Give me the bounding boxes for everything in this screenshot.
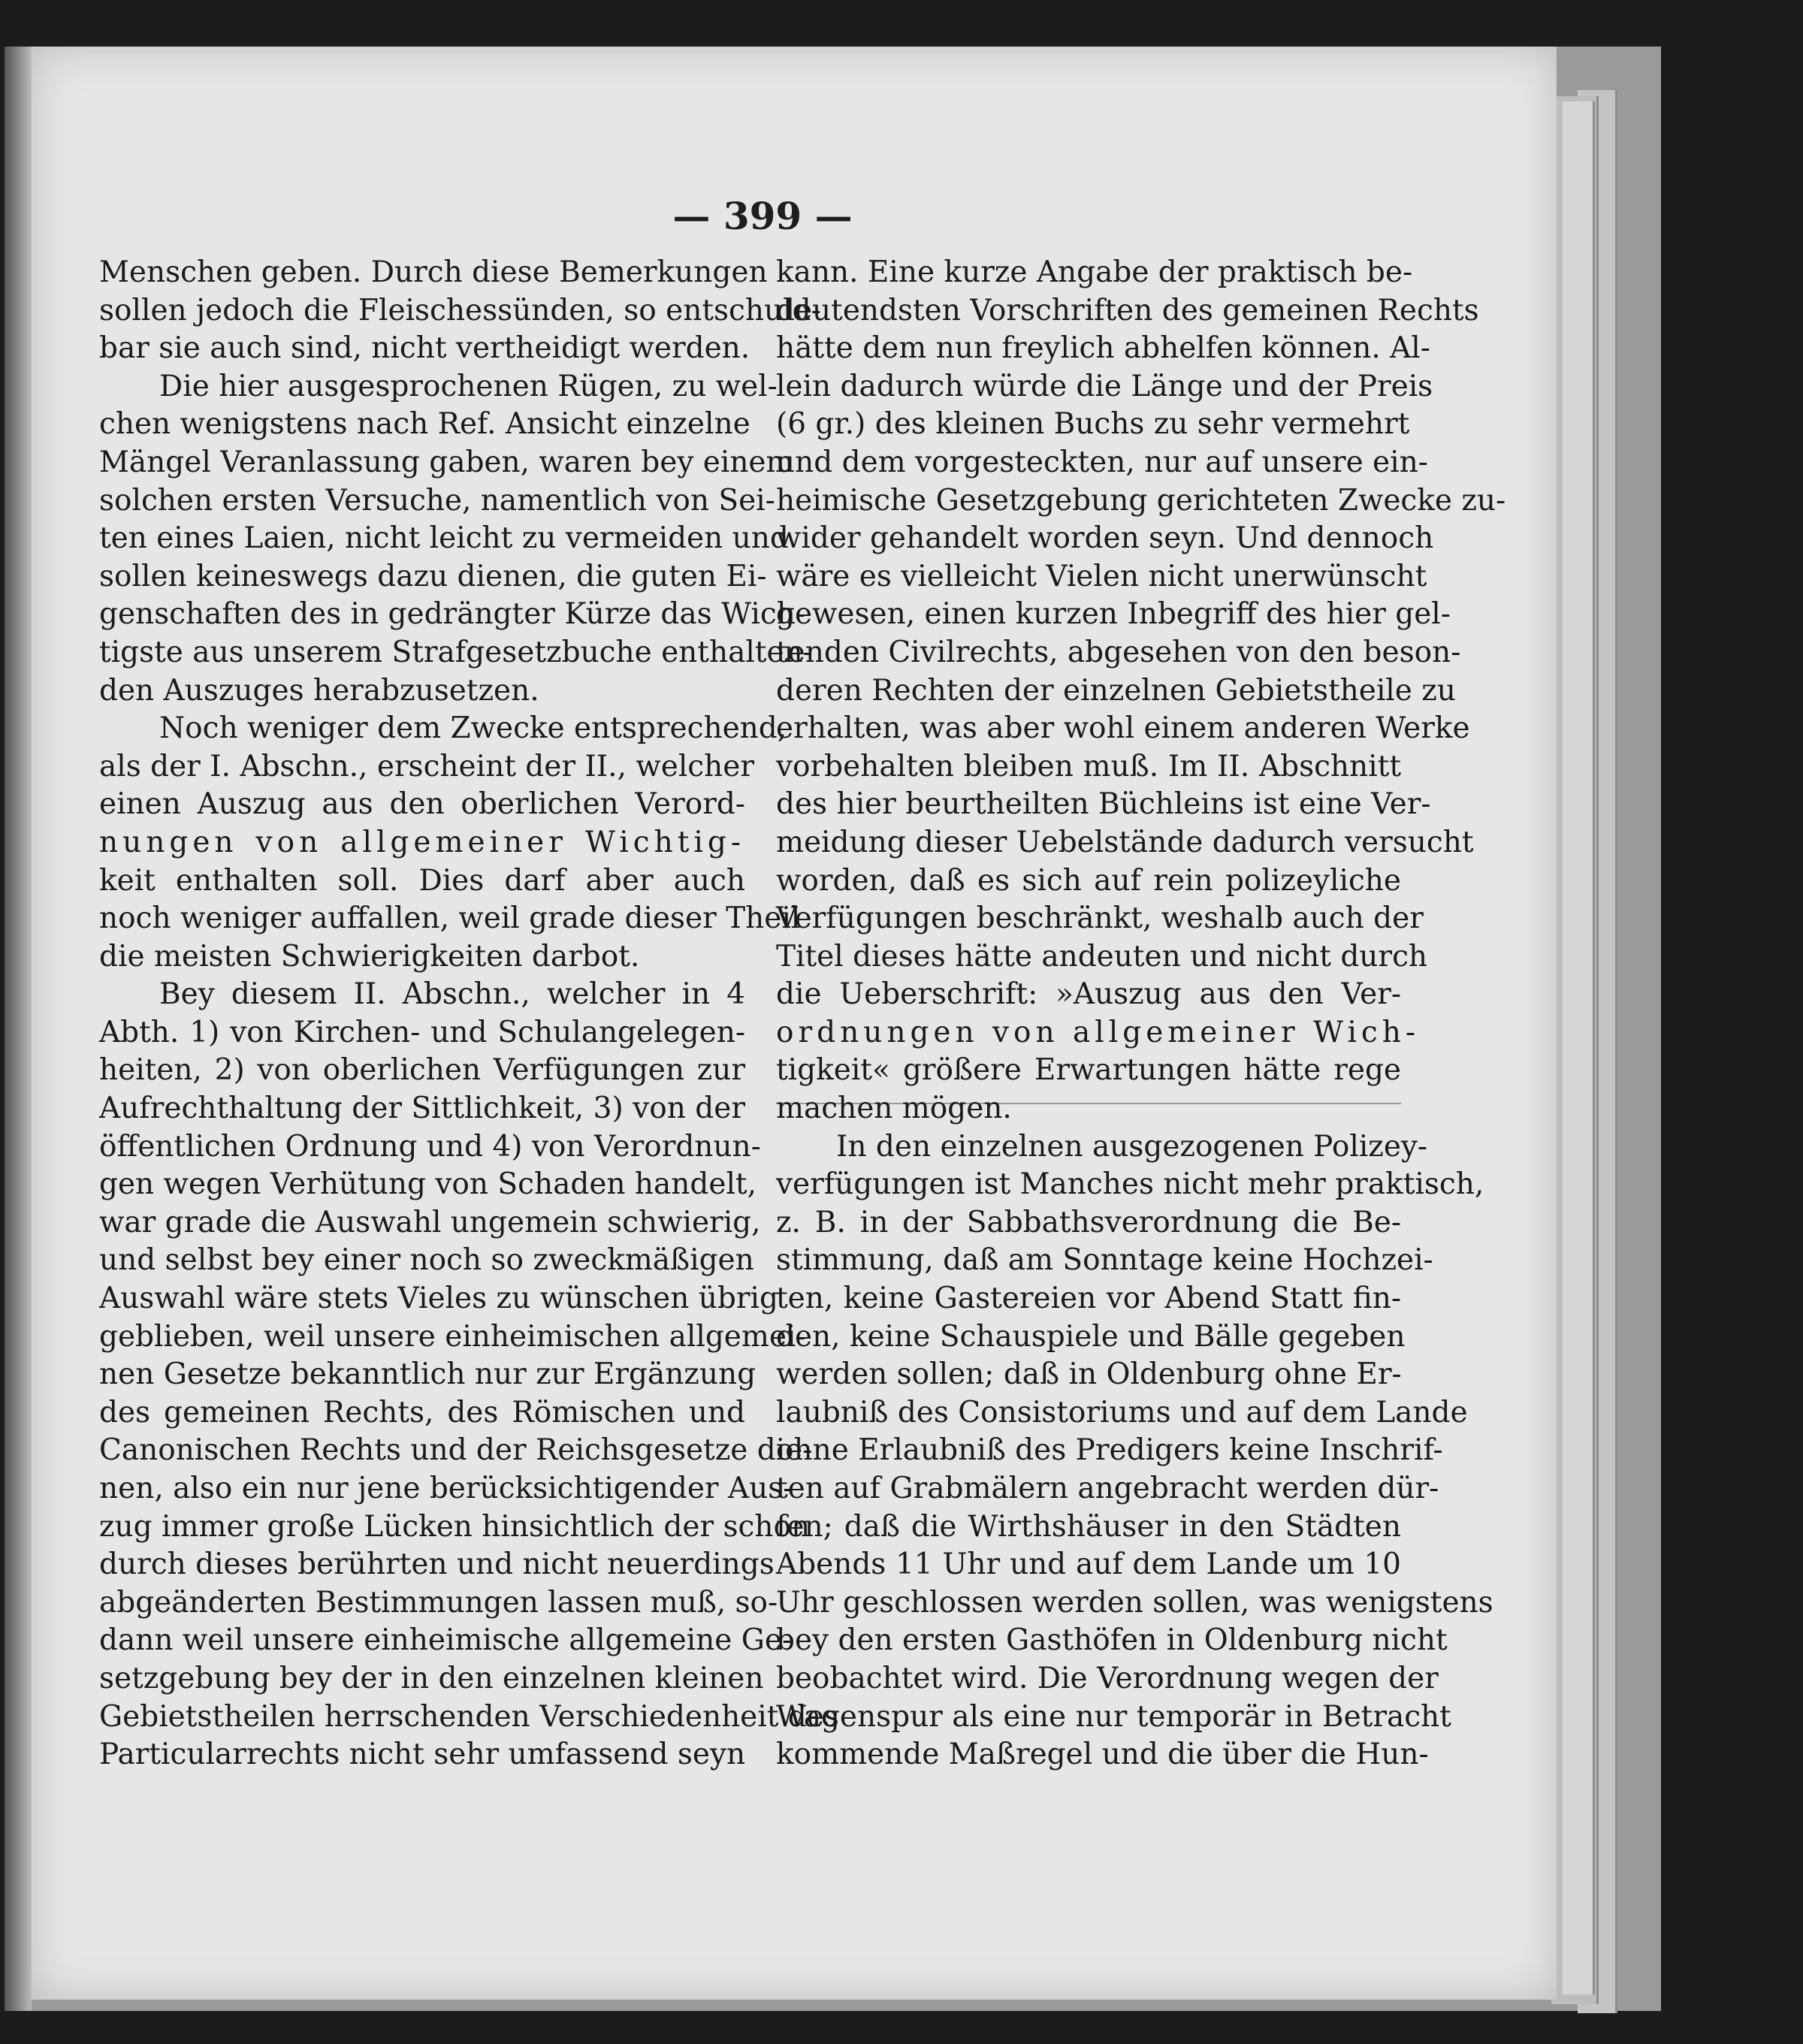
text-line: hätte dem nun freylich abhelfen können. Al-: [776, 331, 1430, 366]
text-line: Verfügungen beschränkt, weshalb auch der: [776, 901, 1424, 936]
text-line: tigkeit« größere Erwartungen hätte rege: [776, 1053, 1401, 1088]
text-line: gen wegen Verhütung von Schaden handelt,: [99, 1167, 757, 1202]
text-line: war grade die Auswahl ungemein schwierig,: [99, 1205, 761, 1239]
text-line: Aufrechthaltung der Sittlichkeit, 3) von der: [99, 1091, 745, 1126]
text-line: abgeänderten Bestimmungen lassen muß, so-: [99, 1585, 778, 1620]
text-line: den, keine Schauspiele und Bälle gegeben: [776, 1319, 1406, 1354]
left-text-column: [99, 254, 839, 1774]
text-line: Canonischen Rechts und der Reichsgesetze die-: [99, 1433, 813, 1468]
text-line: deutendsten Vorschriften des gemeinen Rechts: [776, 293, 1479, 328]
text-line: Die hier ausgesprochenen Rügen, zu wel-: [159, 369, 778, 403]
text-line: kann. Eine kurze Angabe der praktisch be-: [776, 255, 1413, 289]
text-line: erhalten, was aber wohl einem anderen Werke: [776, 711, 1470, 746]
text-line: gewesen, einen kurzen Inbegriff des hier gel-: [776, 597, 1451, 632]
text-line: Particularrechts nicht sehr umfassend seyn: [99, 1738, 746, 1772]
text-line: Wagenspur als eine nur temporär in Betracht: [776, 1699, 1451, 1734]
text-line: Abends 11 Uhr und auf dem Lande um 10: [776, 1547, 1401, 1582]
text-line: heiten, 2) von oberlichen Verfügungen zur: [99, 1053, 745, 1088]
text-line: und dem vorgesteckten, nur auf unsere ein-: [776, 445, 1428, 479]
text-line: stimmung, daß am Sonntage keine Hochzei-: [776, 1243, 1433, 1278]
text-line: nungen von allgemeiner Wichtig-: [99, 825, 745, 859]
text-line: laubniß des Consistoriums und auf dem Lande: [776, 1395, 1468, 1430]
text-line: einen Auszug aus den oberlichen Verord-: [99, 787, 745, 822]
text-line: wäre es vielleicht Vielen nicht unerwünscht: [776, 559, 1427, 593]
text-line: ten, keine Gastereien vor Abend Statt fin-: [776, 1282, 1401, 1316]
text-line: nen, also ein nur jene berücksichtigender Aus-: [99, 1472, 793, 1505]
text-line: geblieben, weil unsere einheimischen allgemei-: [99, 1319, 806, 1354]
text-line: solchen ersten Versuche, namentlich von Sei-: [99, 483, 775, 518]
text-line: durch dieses berührten und nicht neuerdings: [99, 1547, 775, 1582]
text-line: die Ueberschrift: »Auszug aus den Ver-: [776, 977, 1401, 1012]
text-line: des gemeinen Rechts, des Römischen und: [99, 1395, 745, 1430]
text-line: dann weil unsere einheimische allgemeine Ge-: [99, 1623, 793, 1658]
text-line: Uhr geschlossen werden sollen, was wenigstens: [776, 1585, 1493, 1620]
text-line: die meisten Schwierigkeiten darbot.: [99, 939, 640, 974]
text-line: genschaften des in gedrängter Kürze das Wich-: [99, 597, 806, 632]
text-line: lein dadurch würde die Länge und der Preis: [776, 369, 1433, 403]
text-line: zug immer große Lücken hinsichtlich der schon: [99, 1509, 811, 1544]
text-line: heimische Gesetzgebung gerichteten Zwecke zu-: [776, 483, 1506, 518]
text-line: Bey diesem II. Abschn., welcher in 4: [159, 977, 745, 1012]
text-line: und selbst bey einer noch so zweckmäßigen: [99, 1243, 754, 1278]
text-line: tigste aus unserem Strafgesetzbuche enthalten-: [99, 635, 813, 669]
text-line: verfügungen ist Manches nicht mehr praktisch,: [776, 1167, 1484, 1202]
right-text-column: [776, 254, 1506, 1774]
text-line: wider gehandelt worden seyn. Und dennoch: [776, 521, 1434, 556]
text-line: machen mögen.: [776, 1091, 1012, 1126]
text-line: chen wenigstens nach Ref. Ansicht einzelne: [99, 407, 750, 442]
text-line: setzgebung bey der in den einzelnen kleinen: [99, 1661, 764, 1695]
text-line: In den einzelnen ausgezogenen Polizey-: [836, 1129, 1428, 1164]
page-number-header: — 399 —: [672, 194, 853, 238]
text-line: bey den ersten Gasthöfen in Oldenburg nicht: [776, 1623, 1448, 1658]
text-line: vorbehalten bleiben muß. Im II. Abschnitt: [776, 749, 1401, 783]
text-line: öffentlichen Ordnung und 4) von Verordnun-: [99, 1129, 761, 1164]
text-line: Mängel Veranlassung gaben, waren bey einem: [99, 445, 794, 479]
text-line: bar sie auch sind, nicht vertheidigt werden.: [99, 331, 750, 366]
text-line: noch weniger auffallen, weil grade dieser Theil: [99, 901, 801, 936]
text-line: fen; daß die Wirthshäuser in den Städten: [776, 1509, 1401, 1544]
text-line: Auswahl wäre stets Vieles zu wünschen übrig: [99, 1282, 778, 1316]
text-line: kommende Maßregel und die über die Hun-: [776, 1738, 1429, 1772]
text-line: den Auszuges herabzusetzen.: [99, 673, 539, 708]
text-line: tenden Civilrechts, abgesehen von den beson-: [776, 635, 1461, 669]
text-line: Abth. 1) von Kirchen- und Schulangelegen-: [99, 1015, 745, 1049]
text-line: nen Gesetze bekanntlich nur zur Ergänzung: [99, 1357, 757, 1392]
text-line: als der I. Abschn., erscheint der II., welcher: [99, 749, 754, 783]
text-line: Titel dieses hätte andeuten und nicht durch: [776, 939, 1428, 974]
text-line: (6 gr.) des kleinen Buchs zu sehr vermehrt: [776, 407, 1410, 442]
text-line: des hier beurtheilten Büchleins ist eine Ver-: [776, 787, 1431, 822]
book-gutter: [5, 47, 32, 2011]
text-line: z. B. in der Sabbathsverordnung die Be-: [776, 1205, 1401, 1239]
text-line: ordnungen von allgemeiner Wich-: [776, 1015, 1421, 1049]
text-line: Gebietstheilen herrschenden Verschiedenheit des: [99, 1699, 839, 1734]
text-line: ohne Erlaubniß des Predigers keine Inschrif-: [776, 1433, 1443, 1468]
text-line: sollen keineswegs dazu dienen, die guten Ei-: [99, 559, 767, 593]
text-line: werden sollen; daß in Oldenburg ohne Er-: [776, 1357, 1402, 1392]
text-line: Menschen geben. Durch diese Bemerkungen: [99, 255, 768, 289]
text-line: ten auf Grabmälern angebracht werden dür-: [776, 1472, 1439, 1505]
text-line: deren Rechten der einzelnen Gebietstheile zu: [776, 673, 1456, 708]
text-line: ten eines Laien, nicht leicht zu vermeiden und: [99, 521, 789, 556]
text-line: sollen jedoch die Fleischessünden, so entschuld-: [99, 293, 821, 328]
page-edges-top: [1563, 101, 1595, 1994]
text-line: keit enthalten soll. Dies darf aber auch: [99, 863, 745, 898]
text-line: beobachtet wird. Die Verordnung wegen der: [776, 1661, 1439, 1695]
text-line: meidung dieser Uebelstände dadurch versucht: [776, 825, 1474, 859]
text-line: worden, daß es sich auf rein polizeyliche: [776, 863, 1401, 898]
text-line: Noch weniger dem Zwecke entsprechend,: [159, 711, 787, 746]
